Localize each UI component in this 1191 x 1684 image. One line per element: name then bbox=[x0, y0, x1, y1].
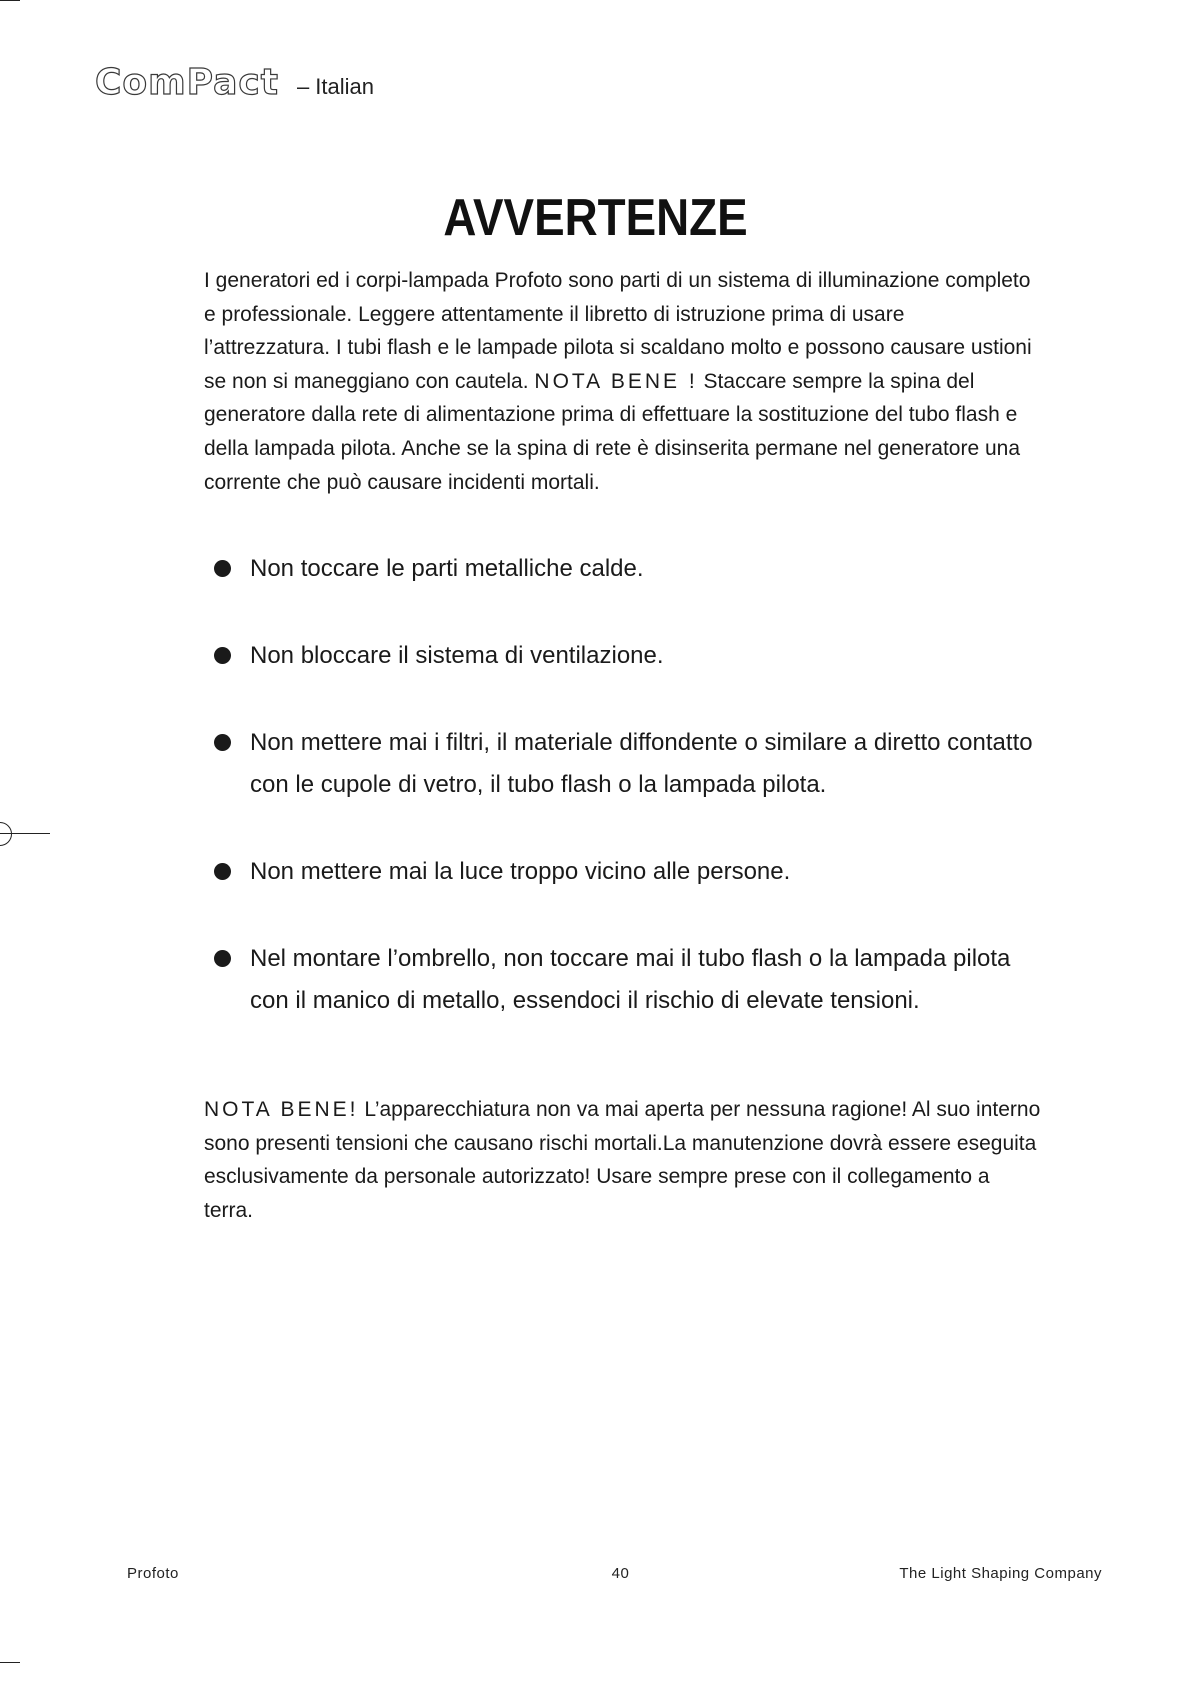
list-item bbox=[214, 722, 1034, 806]
list-item bbox=[214, 938, 1034, 1022]
compact-logo: ComPact bbox=[95, 62, 279, 103]
intro-paragraph bbox=[204, 264, 1034, 499]
crop-mark-top bbox=[0, 0, 20, 1]
nota-text: L’apparecchiatura non va mai aperta per nessuna ragione! Al suo interno sono presenti tensioni che causano rischi mortali.La manutenzione dovrà essere eseguita esclusivamente da personale autorizzato! Usare sempre prese con il collegamento a terra. bbox=[204, 1098, 1041, 1222]
nota-label: NOTA BENE! bbox=[204, 1098, 359, 1121]
warnings-list bbox=[214, 548, 1034, 1067]
bullet-icon bbox=[214, 647, 231, 664]
warning-text: Non bloccare il sistema di ventilazione. bbox=[250, 642, 664, 669]
registration-mark-circle bbox=[0, 822, 12, 846]
intro-nota-label: NOTA BENE ! bbox=[534, 369, 698, 393]
footer-tagline: The Light Shaping Company bbox=[899, 1565, 1102, 1582]
bullet-icon bbox=[214, 863, 231, 880]
header bbox=[95, 62, 374, 103]
bullet-icon bbox=[214, 734, 231, 751]
crop-mark-bottom bbox=[0, 1662, 20, 1663]
footer-brand: Profoto bbox=[127, 1565, 179, 1582]
page-title: AVVERTENZE bbox=[443, 189, 748, 247]
nota-bene-paragraph bbox=[204, 1093, 1044, 1227]
warning-text: Non toccare le parti metalliche calde. bbox=[250, 555, 644, 582]
intro-text-after: Staccare sempre la spina del generatore dalla rete di alimentazione prima di effettuare la sostituzione del tubo flash e della lampada pilota. Anche se la spina di rete è disinserita permane nel generatore una corrente che può causare incidenti mortali. bbox=[204, 369, 1021, 494]
list-item bbox=[214, 635, 1034, 677]
warning-text: Nel montare l’ombrello, non toccare mai il tubo flash o la lampada pilota con il manico di metallo, essendoci il rischio di elevate tensioni. bbox=[250, 945, 1011, 1014]
warning-text: Non mettere mai la luce troppo vicino alle persone. bbox=[250, 858, 791, 885]
bullet-icon bbox=[214, 950, 231, 967]
list-item bbox=[214, 548, 1034, 590]
warning-text: Non mettere mai i filtri, il materiale diffondente o similare a diretto contatto con le cupole di vetro, il tubo flash o la lampada pilota. bbox=[250, 729, 1033, 798]
list-item bbox=[214, 851, 1034, 893]
language-subtitle: – Italian bbox=[296, 74, 374, 99]
intro-text-before: I generatori ed i corpi-lampada Profoto sono parti di un sistema di illuminazione completo e professionale. Leggere attentamente il libretto di istruzione prima di usare l’attrezzatura. I tubi flash e le lampade pilota si scaldano molto e possono causare ustioni se non si maneggiano con cautela. bbox=[204, 269, 1032, 393]
page-number: 40 bbox=[611, 1565, 630, 1582]
bullet-icon bbox=[214, 560, 231, 577]
